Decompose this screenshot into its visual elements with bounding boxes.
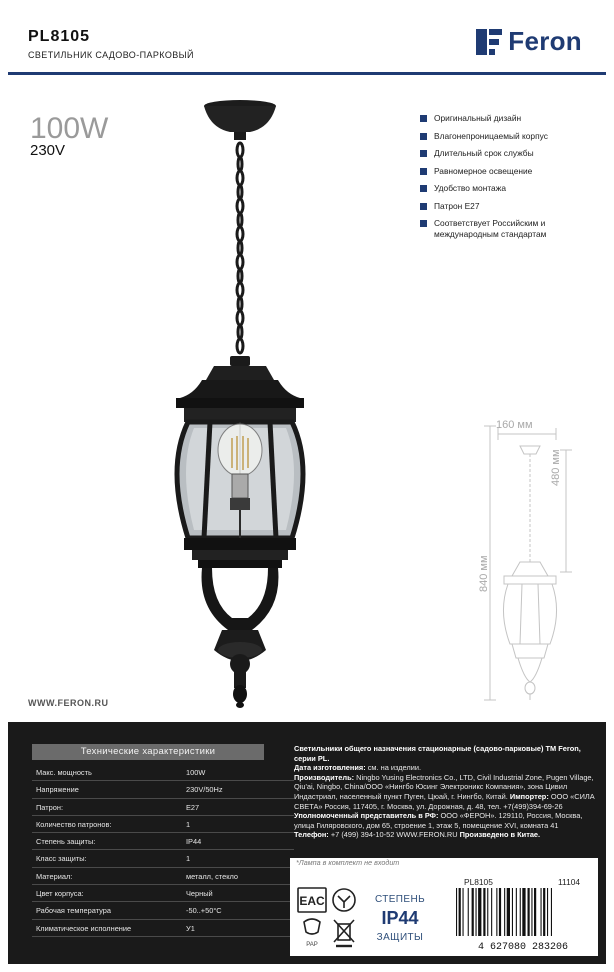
barcode (450, 886, 596, 952)
chain-dimension: 480 мм (550, 449, 562, 486)
lamp-product-image (158, 98, 328, 708)
certification-icons (296, 886, 360, 952)
spec-row: Климатическое исполнение У1 (32, 920, 294, 937)
power-volts: 230V (30, 142, 66, 159)
feron-logo-icon (476, 29, 502, 55)
square-bullet-icon (420, 150, 427, 157)
feature-item: Длительный срок службы (420, 148, 600, 159)
width-dimension: 160 мм (496, 419, 533, 431)
feature-item: Патрон E27 (420, 201, 600, 212)
manufacturer-info: Светильники общего назначения стационарные (садово-парковые) ТМ Feron, серии PL. Дата изготовления: см. на изделии. Производитель: Ningbo Yusing Electronics Co., LTD, Civil Industrial Zone, Pugen Village, Qiu'ai, Ningbo, China/ООО «Нингбо Юсинг Электроникс Компания», зона Цивил Индастриал, населенный пункт Пуген, Цюай, г. Нингбо, Китай. Импортер: ООО «СИЛА СВЕТА» Россия, 117405, г. Москва, ул. Дорожная, д. 48, тел. +7(499)394-69-26 Уполномоченный представитель в РФ: ООО «ФЕРОН». 129110, Россия, Москва, улица Гиляровского, дом 65, строение 1, этаж 5, помещение XVI, комната 41 Телефон: +7 (499) 394-10-52 WWW.FERON.RU Произведено в Китае. (294, 744, 595, 840)
square-bullet-icon (420, 220, 427, 227)
pap-recycle-icon: PAP (306, 942, 318, 948)
header-divider (8, 72, 606, 75)
specs-section (8, 722, 606, 964)
feature-item: Удобство монтажа (420, 183, 600, 194)
label-card (290, 858, 598, 956)
spec-row: Рабочая температура -50..+50°C (32, 902, 294, 919)
square-bullet-icon (420, 133, 427, 140)
total-dimension: 840 мм (478, 555, 490, 592)
eac-mark-icon: EAC (299, 894, 325, 908)
specs-table (32, 764, 294, 937)
ip-rating-badge: СТЕПЕНЬ IP44 ЗАЩИТЫ (374, 894, 426, 943)
product-subtitle: СВЕТИЛЬНИК САДОВО-ПАРКОВЫЙ (28, 50, 194, 60)
feature-item: Оригинальный дизайн (420, 113, 600, 124)
card-model: PL8105 (464, 877, 493, 887)
brand-logo (476, 26, 582, 57)
feature-item: Равномерное освещение (420, 166, 600, 177)
model-title: PL8105 (28, 28, 91, 45)
square-bullet-icon (420, 185, 427, 192)
product-sheet (8, 8, 606, 964)
spec-row: Класс защиты: 1 (32, 850, 294, 867)
website-link[interactable]: WWW.FERON.RU (28, 698, 109, 708)
specs-title: Технические характеристики (32, 744, 264, 760)
lamp-outline-icon (474, 416, 584, 706)
feature-item: Соответствует Российским и международным стандартам (420, 218, 600, 240)
feature-item: Влагонепроницаемый корпус (420, 131, 600, 142)
card-code: 11104 (558, 877, 581, 887)
brand-name: Feron (508, 26, 582, 56)
square-bullet-icon (420, 168, 427, 175)
spec-row: Патрон: E27 (32, 799, 294, 816)
spec-row: Материал: металл, стекло (32, 868, 294, 885)
barcode-digits: 4 627080 283206 (477, 942, 569, 952)
spec-row: Степень защиты: IP44 (32, 833, 294, 850)
square-bullet-icon (420, 203, 427, 210)
feature-list (420, 113, 600, 247)
lamp-not-included-note: *Лампа в комплект не входит (296, 858, 400, 867)
power-watts: 100W (30, 112, 109, 145)
spec-row: Макс. мощность 100W (32, 764, 294, 781)
square-bullet-icon (420, 115, 427, 122)
spec-row: Цвет корпуса: Черный (32, 885, 294, 902)
barcode-icon (450, 886, 596, 952)
spec-row: Количество патронов: 1 (32, 816, 294, 833)
dimension-drawing (474, 416, 584, 706)
header (8, 8, 606, 74)
spec-row: Напряжение 230V/50Hz (32, 781, 294, 798)
